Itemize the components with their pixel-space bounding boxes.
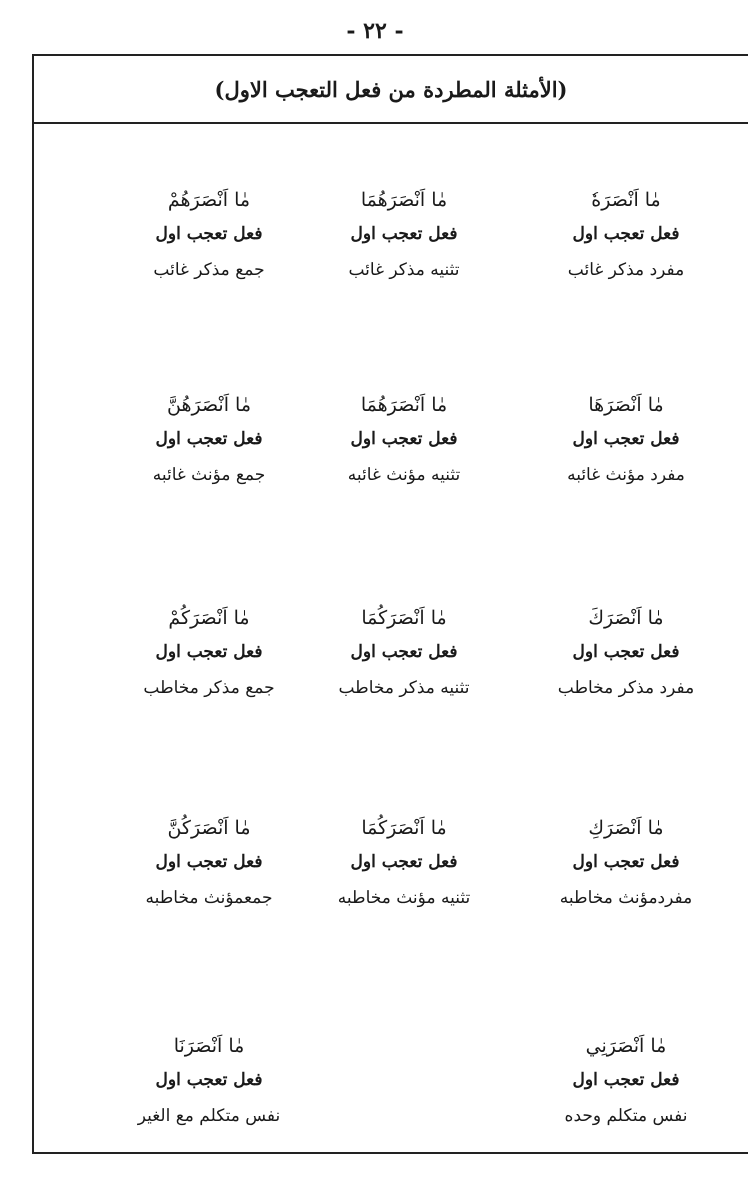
verb-form: مٰا اَنْصَرَهٗ (591, 189, 661, 211)
verb-description: جمع مذكر غائب (153, 260, 265, 280)
page-number: - ٢٢ - (346, 18, 404, 44)
verb-description: تثنيه مذكر غائب (348, 260, 460, 280)
verb-type: فعل تعجب اول (572, 642, 680, 662)
verb-description: مفردمؤنث مخاطبه (559, 888, 693, 908)
example-cell (511, 602, 741, 706)
example-cell (511, 1030, 741, 1134)
verb-type: فعل تعجب اول (572, 224, 680, 244)
verb-type: فعل تعجب اول (155, 852, 263, 872)
example-cell (511, 389, 741, 493)
verb-type: فعل تعجب اول (350, 224, 458, 244)
verb-form: مٰا اَنْصَرَنَا (173, 1035, 245, 1057)
example-cell (94, 184, 324, 288)
verb-type: فعل تعجب اول (572, 852, 680, 872)
verb-description: جمع مؤنث غائبه (152, 465, 266, 485)
example-cell (94, 812, 324, 916)
verb-type: فعل تعجب اول (155, 642, 263, 662)
verb-type: فعل تعجب اول (350, 429, 458, 449)
verb-type: فعل تعجب اول (155, 1070, 263, 1090)
verb-form: مٰا اَنْصَرَهُمْ (167, 189, 251, 211)
example-cell (511, 184, 741, 288)
example-cell (94, 389, 324, 493)
verb-type: فعل تعجب اول (350, 852, 458, 872)
verb-form: مٰا اَنْصَرَكُمَا (361, 817, 447, 839)
verb-form: مٰا اَنْصَرَهَا (588, 394, 664, 416)
verb-type: فعل تعجب اول (572, 429, 680, 449)
page-title: (الأمثلة المطردة من فعل التعجب الاول) (34, 56, 748, 124)
verb-form: مٰا اَنْصَرَكُمَا (361, 607, 447, 629)
verb-form: مٰا اَنْصَرَهُنَّ (166, 394, 251, 416)
verb-type: فعل تعجب اول (155, 224, 263, 244)
verb-description: مفرد مؤنث غائبه (567, 465, 685, 485)
example-cell (511, 812, 741, 916)
verb-description: جمع مذكر مخاطب (143, 678, 275, 698)
content-frame (32, 54, 748, 1154)
verb-description: مفرد مذكر مخاطب (557, 678, 695, 698)
verb-description: مفرد مذكر غائب (567, 260, 685, 280)
verb-description: نفس متكلم وحده (564, 1106, 688, 1126)
verb-form: مٰا اَنْصَرَكُنَّ (167, 817, 251, 839)
verb-form: مٰا اَنْصَرَهُمَا (360, 189, 448, 211)
verb-description: نفس متكلم مع الغير (137, 1106, 281, 1126)
verb-description: جمعمؤنث مخاطبه (145, 888, 273, 908)
verb-description: تثنيه مؤنث مخاطبه (337, 888, 471, 908)
verb-description: تثنيه مذكر مخاطب (338, 678, 470, 698)
example-cell (94, 1030, 324, 1134)
verb-type: فعل تعجب اول (350, 642, 458, 662)
verb-type: فعل تعجب اول (572, 1070, 680, 1090)
example-cell (94, 602, 324, 706)
verb-form: مٰا اَنْصَرَكَ (588, 607, 664, 629)
verb-form: مٰا اَنْصَرَنِي (585, 1035, 667, 1057)
verb-form: مٰا اَنْصَرَكُمْ (168, 607, 250, 629)
verb-description: تثنيه مؤنث غائبه (347, 465, 461, 485)
verb-form: مٰا اَنْصَرَكِ (588, 817, 664, 839)
verb-form: مٰا اَنْصَرَهُمَا (360, 394, 448, 416)
verb-type: فعل تعجب اول (155, 429, 263, 449)
